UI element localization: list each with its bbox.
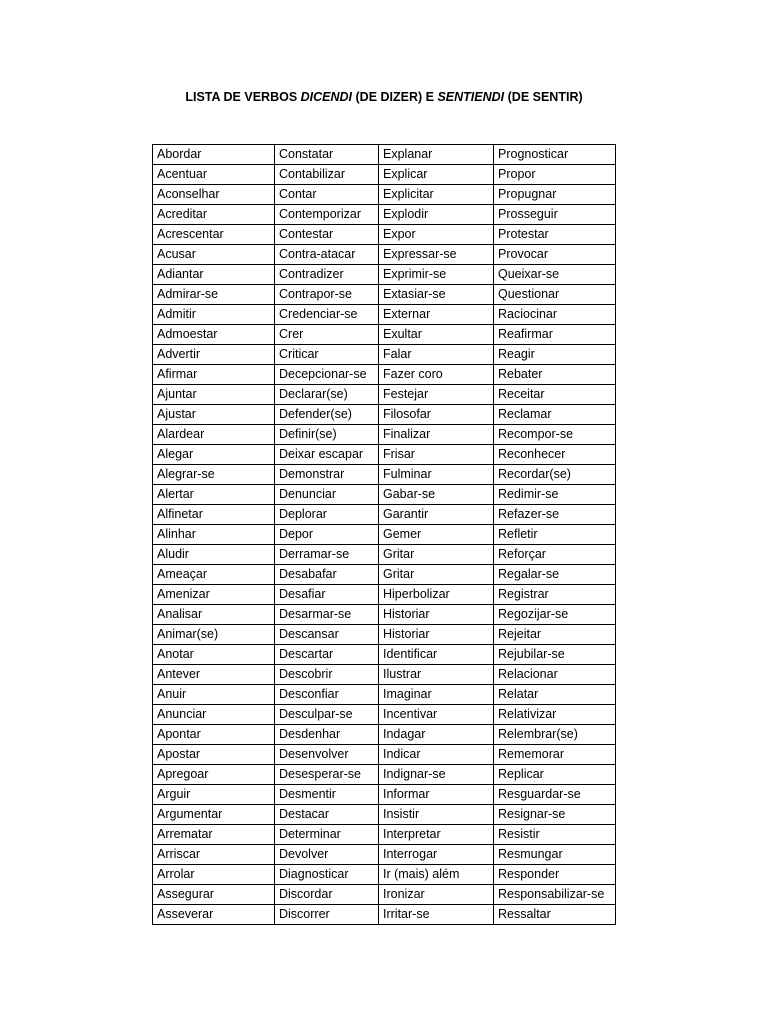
table-cell: Desarmar-se (275, 605, 379, 625)
table-cell: Desesperar-se (275, 765, 379, 785)
table-cell: Reafirmar (494, 325, 616, 345)
table-row (153, 725, 616, 745)
table-row (153, 825, 616, 845)
table-cell: Relativizar (494, 705, 616, 725)
table-cell: Resguardar-se (494, 785, 616, 805)
table-row (153, 665, 616, 685)
table-cell: Exprimir-se (379, 265, 494, 285)
table-cell: Garantir (379, 505, 494, 525)
verb-table-body (153, 145, 616, 925)
table-cell: Anunciar (153, 705, 275, 725)
table-row (153, 905, 616, 925)
table-cell: Descobrir (275, 665, 379, 685)
table-cell: Admitir (153, 305, 275, 325)
table-row (153, 405, 616, 425)
table-row (153, 385, 616, 405)
table-cell: Amenizar (153, 585, 275, 605)
table-row (153, 525, 616, 545)
table-cell: Contabilizar (275, 165, 379, 185)
table-cell: Reconhecer (494, 445, 616, 465)
table-cell: Destacar (275, 805, 379, 825)
table-cell: Analisar (153, 605, 275, 625)
table-cell: Reclamar (494, 405, 616, 425)
table-cell: Discordar (275, 885, 379, 905)
table-cell: Gritar (379, 565, 494, 585)
table-cell: Criticar (275, 345, 379, 365)
page-title (0, 90, 768, 104)
table-row (153, 545, 616, 565)
table-cell: Interpretar (379, 825, 494, 845)
table-cell: Desconfiar (275, 685, 379, 705)
table-cell: Explicitar (379, 185, 494, 205)
table-cell: Ameaçar (153, 565, 275, 585)
table-cell: Externar (379, 305, 494, 325)
table-cell: Devolver (275, 845, 379, 865)
table-cell: Arriscar (153, 845, 275, 865)
table-cell: Extasiar-se (379, 285, 494, 305)
table-cell: Refletir (494, 525, 616, 545)
table-cell: Recordar(se) (494, 465, 616, 485)
table-row (153, 585, 616, 605)
table-row (153, 365, 616, 385)
table-cell: Questionar (494, 285, 616, 305)
table-cell: Gemer (379, 525, 494, 545)
table-cell: Fazer coro (379, 365, 494, 385)
table-cell: Filosofar (379, 405, 494, 425)
table-cell: Prognosticar (494, 145, 616, 165)
table-cell: Acreditar (153, 205, 275, 225)
table-cell: Asseverar (153, 905, 275, 925)
table-row (153, 445, 616, 465)
table-cell: Relacionar (494, 665, 616, 685)
table-cell: Indicar (379, 745, 494, 765)
table-cell: Explicar (379, 165, 494, 185)
table-cell: Interrogar (379, 845, 494, 865)
table-cell: Desmentir (275, 785, 379, 805)
table-cell: Falar (379, 345, 494, 365)
table-cell: Denunciar (275, 485, 379, 505)
table-cell: Receitar (494, 385, 616, 405)
table-cell: Afirmar (153, 365, 275, 385)
title-text-2: (DE DIZER) E (352, 90, 438, 104)
table-cell: Apontar (153, 725, 275, 745)
table-cell: Alinhar (153, 525, 275, 545)
table-row (153, 465, 616, 485)
table-cell: Insistir (379, 805, 494, 825)
table-cell: Incentivar (379, 705, 494, 725)
table-cell: Desdenhar (275, 725, 379, 745)
table-cell: Declarar(se) (275, 385, 379, 405)
table-cell: Constatar (275, 145, 379, 165)
table-cell: Responsabilizar-se (494, 885, 616, 905)
table-row (153, 245, 616, 265)
table-cell: Acentuar (153, 165, 275, 185)
table-row (153, 145, 616, 165)
table-cell: Derramar-se (275, 545, 379, 565)
table-row (153, 265, 616, 285)
table-cell: Reagir (494, 345, 616, 365)
table-cell: Regalar-se (494, 565, 616, 585)
table-cell: Historiar (379, 605, 494, 625)
table-cell: Depor (275, 525, 379, 545)
table-cell: Desenvolver (275, 745, 379, 765)
table-cell: Rejubilar-se (494, 645, 616, 665)
table-cell: Apregoar (153, 765, 275, 785)
table-cell: Recompor-se (494, 425, 616, 445)
table-cell: Alegrar-se (153, 465, 275, 485)
table-row (153, 805, 616, 825)
table-cell: Crer (275, 325, 379, 345)
table-cell: Antever (153, 665, 275, 685)
table-row (153, 845, 616, 865)
table-row (153, 205, 616, 225)
table-cell: Prosseguir (494, 205, 616, 225)
table-cell: Hiperbolizar (379, 585, 494, 605)
table-cell: Exultar (379, 325, 494, 345)
table-cell: Adiantar (153, 265, 275, 285)
table-cell: Advertir (153, 345, 275, 365)
table-cell: Registrar (494, 585, 616, 605)
table-cell: Informar (379, 785, 494, 805)
table-cell: Discorrer (275, 905, 379, 925)
title-italic-sentiendi: SENTIENDI (437, 90, 505, 104)
table-cell: Determinar (275, 825, 379, 845)
table-cell: Resistir (494, 825, 616, 845)
table-cell: Deplorar (275, 505, 379, 525)
table-cell: Ir (mais) além (379, 865, 494, 885)
verb-table (152, 144, 616, 925)
table-cell: Explodir (379, 205, 494, 225)
table-row (153, 305, 616, 325)
table-cell: Redimir-se (494, 485, 616, 505)
table-cell: Admoestar (153, 325, 275, 345)
table-cell: Acrescentar (153, 225, 275, 245)
table-row (153, 625, 616, 645)
table-row (153, 285, 616, 305)
table-cell: Alegar (153, 445, 275, 465)
table-row (153, 565, 616, 585)
title-text-3: (DE SENTIR) (504, 90, 583, 104)
table-row (153, 745, 616, 765)
table-cell: Alertar (153, 485, 275, 505)
table-cell: Contrapor-se (275, 285, 379, 305)
table-cell: Arguir (153, 785, 275, 805)
title-italic-dicendi: DICENDI (300, 90, 353, 104)
table-cell: Arrematar (153, 825, 275, 845)
table-cell: Ajustar (153, 405, 275, 425)
table-cell: Queixar-se (494, 265, 616, 285)
table-cell: Irritar-se (379, 905, 494, 925)
table-cell: Gabar-se (379, 485, 494, 505)
table-cell: Alardear (153, 425, 275, 445)
table-cell: Explanar (379, 145, 494, 165)
table-cell: Desafiar (275, 585, 379, 605)
table-cell: Finalizar (379, 425, 494, 445)
table-cell: Frisar (379, 445, 494, 465)
table-cell: Descansar (275, 625, 379, 645)
table-row (153, 485, 616, 505)
table-row (153, 185, 616, 205)
table-cell: Decepcionar-se (275, 365, 379, 385)
table-cell: Gritar (379, 545, 494, 565)
table-cell: Relatar (494, 685, 616, 705)
table-row (153, 885, 616, 905)
table-cell: Assegurar (153, 885, 275, 905)
table-cell: Resmungar (494, 845, 616, 865)
table-cell: Provocar (494, 245, 616, 265)
table-cell: Raciocinar (494, 305, 616, 325)
table-row (153, 685, 616, 705)
table-cell: Anuir (153, 685, 275, 705)
table-cell: Refazer-se (494, 505, 616, 525)
table-row (153, 865, 616, 885)
table-cell: Credenciar-se (275, 305, 379, 325)
table-row (153, 705, 616, 725)
table-cell: Expressar-se (379, 245, 494, 265)
table-cell: Rejeitar (494, 625, 616, 645)
table-cell: Aconselhar (153, 185, 275, 205)
table-cell: Contestar (275, 225, 379, 245)
table-row (153, 225, 616, 245)
table-cell: Aludir (153, 545, 275, 565)
table-cell: Rebater (494, 365, 616, 385)
table-cell: Ressaltar (494, 905, 616, 925)
title-text-1: LISTA DE VERBOS (185, 90, 301, 104)
table-row (153, 785, 616, 805)
table-cell: Alfinetar (153, 505, 275, 525)
table-cell: Expor (379, 225, 494, 245)
table-row (153, 165, 616, 185)
table-row (153, 325, 616, 345)
table-cell: Contra-atacar (275, 245, 379, 265)
table-cell: Identificar (379, 645, 494, 665)
table-cell: Propor (494, 165, 616, 185)
table-cell: Deixar escapar (275, 445, 379, 465)
table-cell: Contemporizar (275, 205, 379, 225)
table-cell: Reforçar (494, 545, 616, 565)
table-cell: Admirar-se (153, 285, 275, 305)
table-cell: Indagar (379, 725, 494, 745)
table-cell: Ilustrar (379, 665, 494, 685)
table-cell: Apostar (153, 745, 275, 765)
table-cell: Desculpar-se (275, 705, 379, 725)
table-cell: Descartar (275, 645, 379, 665)
table-cell: Fulminar (379, 465, 494, 485)
table-row (153, 645, 616, 665)
table-cell: Argumentar (153, 805, 275, 825)
table-cell: Ironizar (379, 885, 494, 905)
table-cell: Imaginar (379, 685, 494, 705)
table-cell: Acusar (153, 245, 275, 265)
table-cell: Abordar (153, 145, 275, 165)
table-cell: Animar(se) (153, 625, 275, 645)
table-cell: Festejar (379, 385, 494, 405)
table-row (153, 505, 616, 525)
table-cell: Regozijar-se (494, 605, 616, 625)
table-cell: Ajuntar (153, 385, 275, 405)
table-cell: Relembrar(se) (494, 725, 616, 745)
table-cell: Replicar (494, 765, 616, 785)
table-cell: Rememorar (494, 745, 616, 765)
table-row (153, 345, 616, 365)
table-cell: Propugnar (494, 185, 616, 205)
table-row (153, 765, 616, 785)
table-cell: Definir(se) (275, 425, 379, 445)
table-cell: Indignar-se (379, 765, 494, 785)
table-cell: Responder (494, 865, 616, 885)
table-cell: Contar (275, 185, 379, 205)
table-cell: Desabafar (275, 565, 379, 585)
table-cell: Defender(se) (275, 405, 379, 425)
table-cell: Resignar-se (494, 805, 616, 825)
table-cell: Historiar (379, 625, 494, 645)
table-cell: Contradizer (275, 265, 379, 285)
table-row (153, 425, 616, 445)
table-cell: Protestar (494, 225, 616, 245)
table-cell: Demonstrar (275, 465, 379, 485)
table-cell: Arrolar (153, 865, 275, 885)
table-cell: Diagnosticar (275, 865, 379, 885)
table-row (153, 605, 616, 625)
table-cell: Anotar (153, 645, 275, 665)
